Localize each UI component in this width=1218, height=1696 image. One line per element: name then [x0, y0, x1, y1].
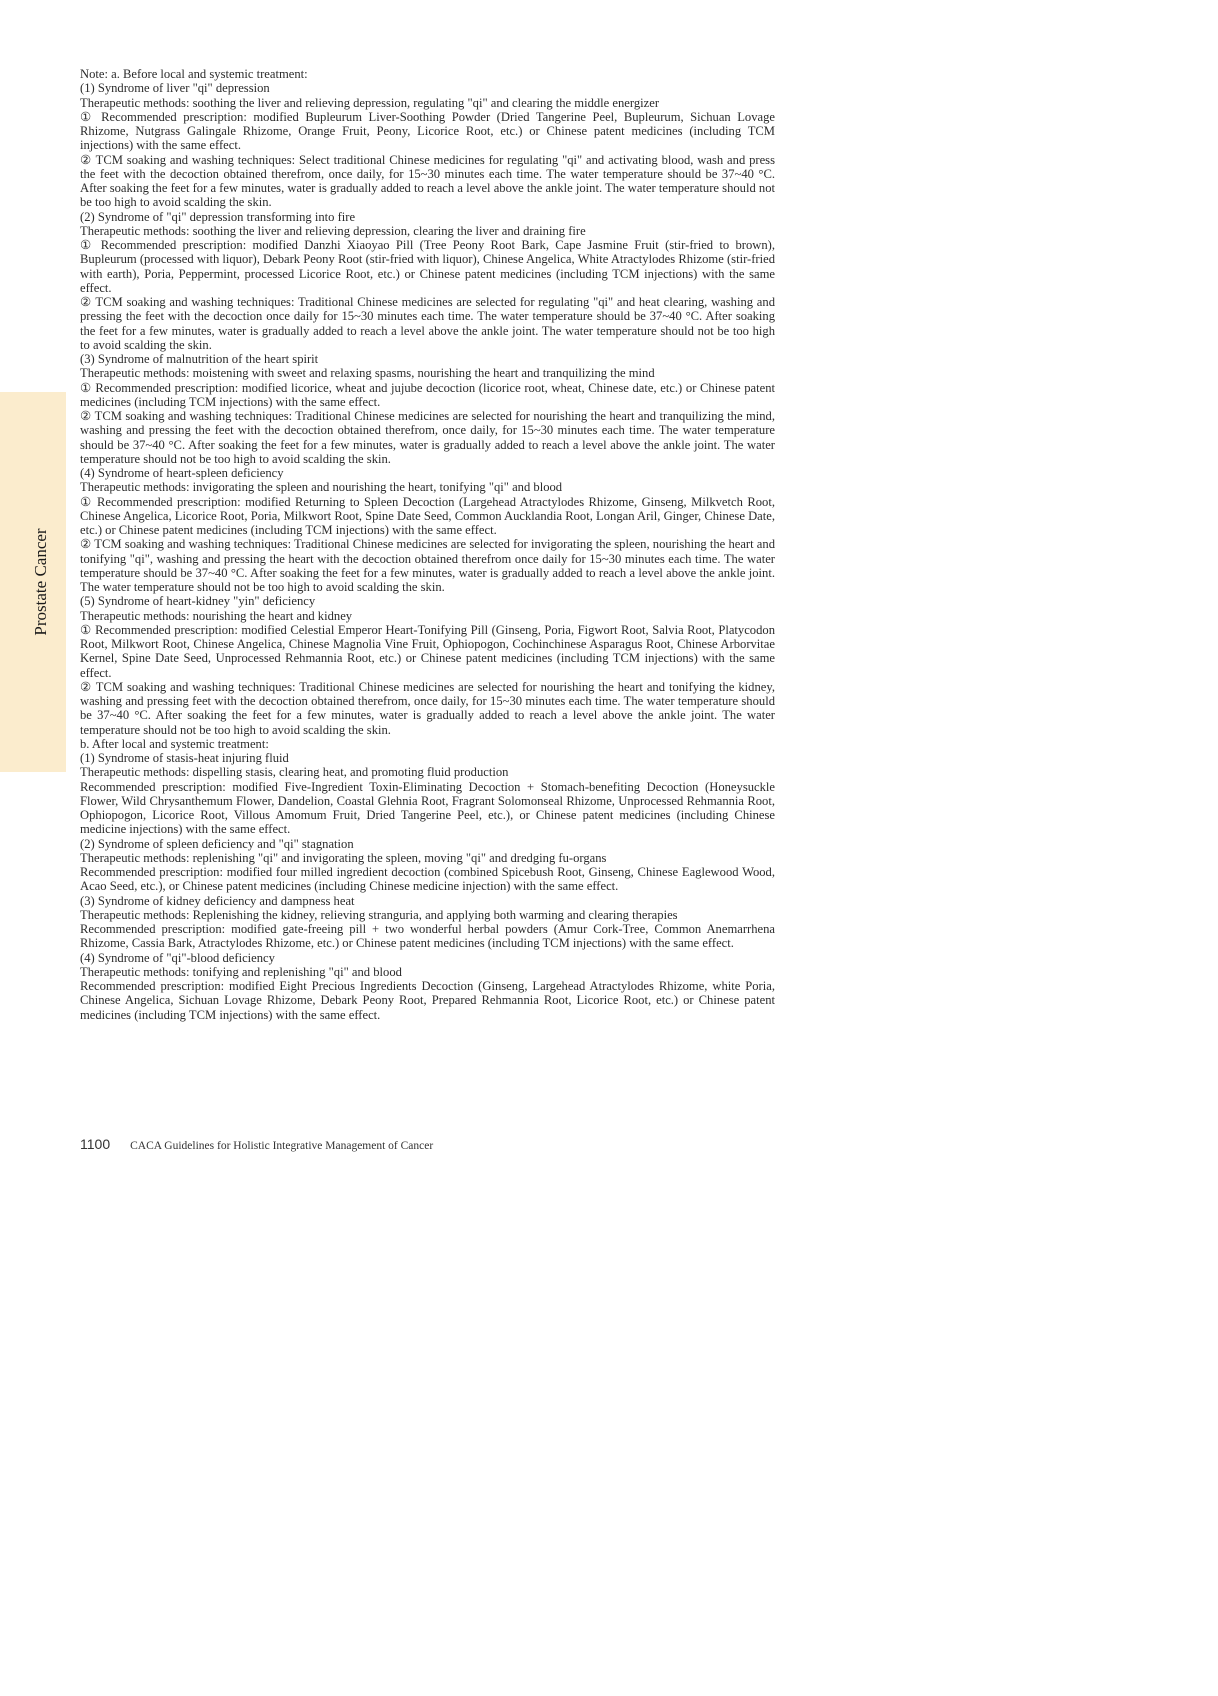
- paragraph: (4) Syndrome of heart-spleen deficiency: [80, 466, 284, 480]
- paragraph: ② TCM soaking and washing techniques: Traditional Chinese medicines are selected for nourishing the heart and tonifying the kidney, washing and pressing feet with the decoction obtained therefrom, once daily, for 15~30 minutes each time. The water temperature should be 37~40 °C. After soaking the feet for a few minutes, water is gradually added to reach a level above the ankle joint. The water temperature should not be too high to avoid scalding the skin.: [80, 679, 775, 737]
- paragraph: Therapeutic methods: nourishing the heart and kidney: [80, 608, 353, 623]
- paragraph: ① Recommended prescription: modified Returning to Spleen Decoction (Largehead Atractylodes Rhizome, Ginseng, Milkvetch Root, Chinese Angelica, Licorice Root, Poria, Milkwort Root, Spine Date Seed, Common Aucklandia Root, Longan Aril, Ginger, Chinese Date, etc.) or Chinese patent medicines (including TCM injections) with the same effect.: [80, 494, 775, 537]
- paragraph: Therapeutic methods: invigorating the spleen and nourishing the heart, tonifying "qi" and blood: [80, 480, 563, 495]
- paragraph: (1) Syndrome of stasis-heat injuring fluid: [80, 751, 289, 765]
- page-number: 1100: [80, 1136, 111, 1152]
- paragraph: ② TCM soaking and washing techniques: Traditional Chinese medicines are selected for nourishing the heart and tranquilizing the mind, washing and pressing the feet with the decoction obtained therefrom, once daily, for 15~30 minutes each time. The water temperature should be 37~40 °C. After soaking the feet for a few minutes, water is gradually added to reach a level above the ankle joint. The water temperature should not be too high to avoid scalding the skin.: [80, 409, 775, 466]
- paragraph: Recommended prescription: modified Five-Ingredient Toxin-Eliminating Decoction + Stomach-benefiting Decoction (Honeysuckle Flower, Wild Chrysanthemum Flower, Dandelion, Coastal Glehnia Root, Fragrant Solomonseal Rhizome, Unprocessed Rehmannia Root, Ophiopogon, Licorice Root, Villous Amomum Fruit, Dried Tangerine Peel, etc.), or Chinese patent medicines (including Chinese medicine injections) with the same effect.: [80, 779, 775, 837]
- paragraph: (3) Syndrome of kidney deficiency and dampness heat: [80, 893, 355, 908]
- paragraph: Recommended prescription: modified four milled ingredient decoction (combined Spicebush Root, Ginseng, Chinese Eaglewood Wood, Acao Seed, etc.), or Chinese patent medicines (including Chinese medicine injection) with the same effect.: [80, 865, 775, 894]
- paragraph: Therapeutic methods: soothing the liver and relieving depression, regulating "qi" and clearing the middle energizer: [80, 95, 660, 110]
- paragraph: Therapeutic methods: moistening with sweet and relaxing spasms, nourishing the heart and tranquilizing the mind: [80, 366, 655, 381]
- paragraph: ② TCM soaking and washing techniques: Traditional Chinese medicines are selected for regulating "qi" and heat clearing, washing and pressing the feet with the decoction once daily for 15~30 minutes each time. The water temperature should be 37~40 °C. After soaking the feet for a few minutes, water is gradually added to reach a level above the ankle joint. The water temperature should not be too high to avoid scalding the skin.: [80, 295, 775, 352]
- paragraph: Therapeutic methods: Replenishing the kidney, relieving stranguria, and applying both warming and clearing therapies: [80, 907, 678, 922]
- paragraph: Recommended prescription: modified Eight Precious Ingredients Decoction (Ginseng, Largehead Atractylodes Rhizome, white Poria, Chinese Angelica, Sichuan Lovage Rhizome, Debark Peony Root, Prepared Rehmannia Root, Licorice Root, etc.) or Chinese patent medicines (including TCM injections) with the same effect.: [80, 979, 775, 1022]
- paragraph: ① Recommended prescription: modified Bupleurum Liver-Soothing Powder (Dried Tangerine Peel, Bupleurum, Sichuan Lovage Rhizome, Nutgrass Galingale Rhizome, Orange Fruit, Peony, Licorice Root, etc.) or Chinese patent medicines (including TCM injections) with the same effect.: [80, 109, 775, 153]
- side-tab-label: Prostate Cancer: [31, 528, 50, 636]
- paragraph: ① Recommended prescription: modified Celestial Emperor Heart-Tonifying Pill (Ginseng, Poria, Figwort Root, Salvia Root, Platycodon Root, Milkwort Root, Chinese Angelica, Chinese Magnolia Vine Fruit, Ophiopogon, Cochinchinese Asparagus Root, Chinese Arborvitae Kernel, Spine Date Seed, Unprocessed Rehmannia Root, etc.) or Chinese patent medicines (including TCM injections) with the same effect.: [80, 622, 775, 680]
- body-text: [80, 67, 775, 1022]
- paragraph: (2) Syndrome of "qi" depression transforming into fire: [80, 209, 356, 224]
- paragraph: (4) Syndrome of "qi"-blood deficiency: [80, 950, 275, 965]
- paragraph: ② TCM soaking and washing techniques: Traditional Chinese medicines are selected for invigorating the spleen, nourishing the heart and tonifying "qi", washing and pressing the heart with the decoction obtained therefrom once daily for 15~30 minutes each time. The water temperature should be 37~40 °C. After soaking the feet for a few minutes, water is gradually added to reach a level above the ankle joint. The water temperature should not be too high to avoid scalding the skin.: [80, 537, 775, 594]
- paragraph: ① Recommended prescription: modified licorice, wheat and jujube decoction (licorice root, wheat, Chinese date, etc.) or Chinese patent medicines (including TCM injections) with the same effect.: [80, 380, 775, 409]
- paragraph: Note: a. Before local and systemic treatment:: [80, 67, 308, 81]
- paragraph: ② TCM soaking and washing techniques: Select traditional Chinese medicines for regulating "qi" and activating blood, wash and press the feet with the decoction obtained therefrom, once daily, for 15~30 minutes each time. The water temperature should be 37~40 °C. After soaking the feet for a few minutes, water is gradually added to reach a level above the ankle joint. The water temperature should not be too high to avoid scalding the skin.: [80, 152, 775, 210]
- running-title: CACA Guidelines for Holistic Integrative Management of Cancer: [130, 1140, 434, 1152]
- paragraph: Therapeutic methods: soothing the liver and relieving depression, clearing the liver and draining fire: [80, 223, 586, 238]
- page-footer: [80, 1136, 433, 1154]
- paragraph: (1) Syndrome of liver "qi" depression: [80, 81, 270, 96]
- paragraph: (2) Syndrome of spleen deficiency and "qi" stagnation: [80, 836, 354, 851]
- paragraph: Therapeutic methods: tonifying and replenishing "qi" and blood: [80, 964, 402, 979]
- paragraph: (5) Syndrome of heart-kidney "yin" deficiency: [80, 594, 316, 609]
- paragraph: Therapeutic methods: replenishing "qi" and invigorating the spleen, moving "qi" and dredging fu-organs: [80, 850, 607, 865]
- paragraph: Therapeutic methods: dispelling stasis, clearing heat, and promoting fluid production: [80, 765, 509, 780]
- paragraph: (3) Syndrome of malnutrition of the heart spirit: [80, 352, 319, 366]
- paragraph: ① Recommended prescription: modified Danzhi Xiaoyao Pill (Tree Peony Root Bark, Cape Jasmine Fruit (stir-fried to brown), Bupleurum (processed with liquor), Debark Peony Root (stir-fried with liquor), Chinese Angelica, White Atractylodes Rhizome (stir-fried with earth), Poria, Peppermint, processed Licorice Root, etc.) or Chinese patent medicines (including TCM injections) with the same effect.: [80, 238, 775, 295]
- paragraph: b. After local and systemic treatment:: [80, 736, 269, 751]
- paragraph: Recommended prescription: modified gate-freeing pill + two wonderful herbal powders (Amur Cork-Tree, Common Anemarrhena Rhizome, Cassia Bark, Atractylodes Rhizome, etc.) or Chinese patent medicines (including TCM injections) with the same effect.: [80, 922, 775, 951]
